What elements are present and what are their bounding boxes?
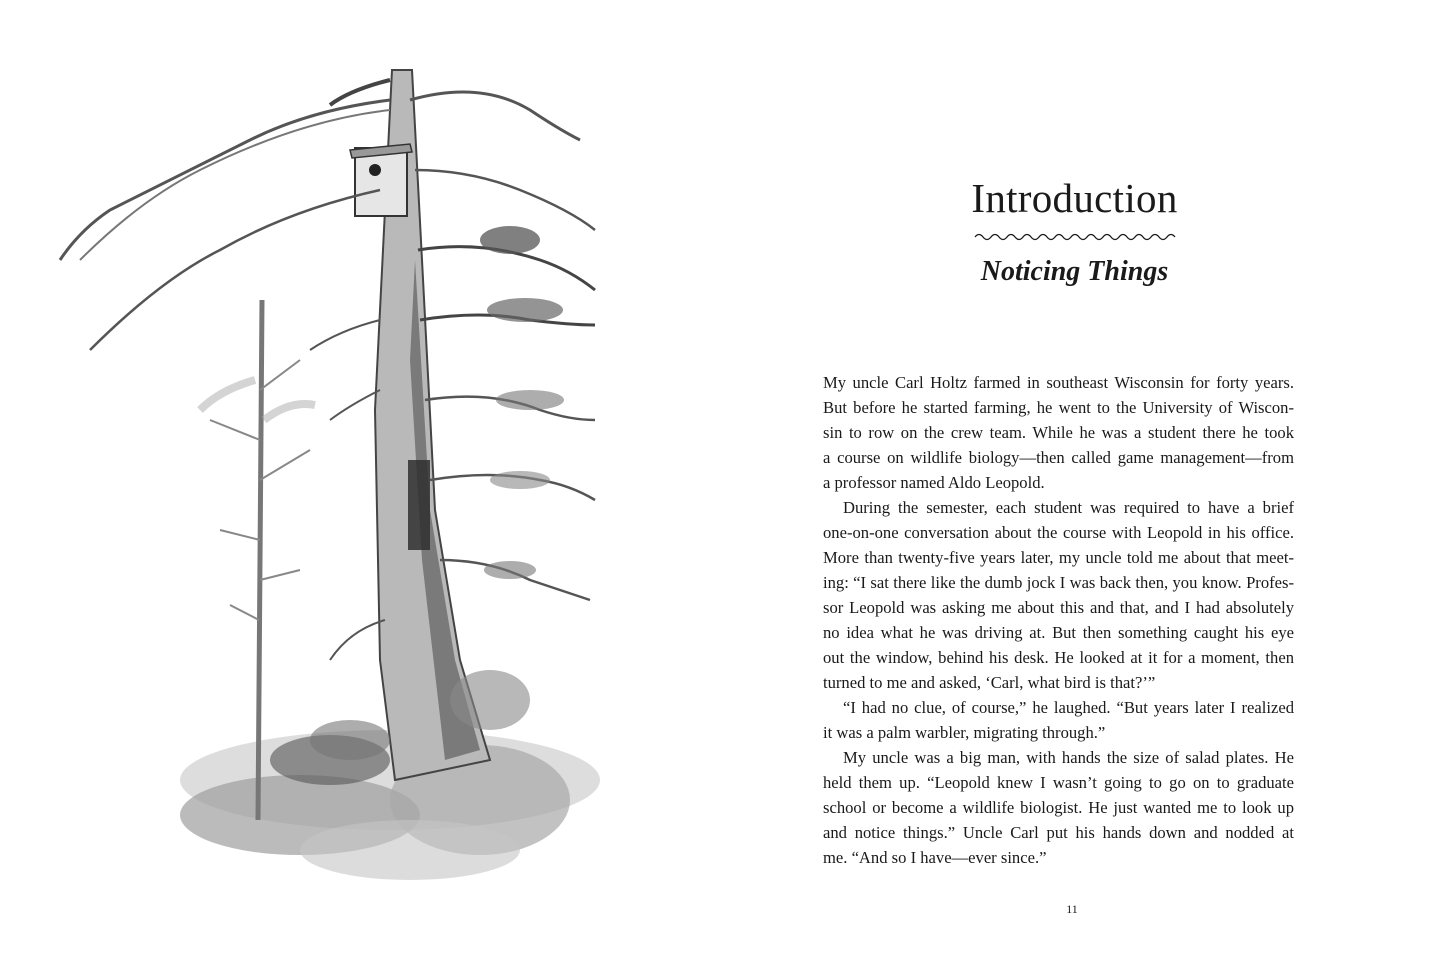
chapter-title: Introduction xyxy=(971,175,1178,221)
text-line: school or become a wildlife biologist. He just wanted me to look up xyxy=(823,798,1294,817)
text-line: ing: “I sat there like the dumb jock I was back then, you know. Profes- xyxy=(823,573,1294,592)
text-line: sin to row on the crew team. While he was a student there he took xyxy=(823,423,1294,442)
text-line: held them up. “Leopold knew I wasn’t going to go on to graduate xyxy=(823,773,1294,792)
page-number: 11 xyxy=(1066,902,1078,916)
text-line: and notice things.” Uncle Carl put his hands down and nodded at xyxy=(823,823,1294,842)
text-line: turned to me and asked, ‘Carl, what bird is that?’” xyxy=(823,673,1156,692)
text-line: out the window, behind his desk. He looked at it for a moment, then xyxy=(823,648,1294,667)
right-page xyxy=(722,0,1445,963)
text-line: “I had no clue, of course,” he laughed. “But years later I realized xyxy=(843,698,1294,717)
text-line: a professor named Aldo Leopold. xyxy=(823,473,1045,492)
text-line: During the semester, each student was required to have a brief xyxy=(843,498,1294,517)
text-line: it was a palm warbler, migrating through.” xyxy=(823,723,1106,742)
tree-illustration xyxy=(50,60,610,900)
left-page xyxy=(0,0,722,963)
wavy-divider-ornament xyxy=(973,230,1177,244)
text-line: My uncle Carl Holtz farmed in southeast Wisconsin for forty years. xyxy=(823,373,1294,392)
text-line: But before he started farming, he went to the University of Wiscon- xyxy=(823,398,1294,417)
chapter-subtitle: Noticing Things xyxy=(980,256,1169,287)
body-text xyxy=(823,370,1294,870)
text-line: no idea what he was driving at. But then something caught his eye xyxy=(823,623,1294,642)
text-line: sor Leopold was asking me about this and that, and I had absolutely xyxy=(823,598,1294,617)
text-line: a course on wildlife biology—then called game management—from xyxy=(823,448,1294,467)
text-line: one-on-one conversation about the course with Leopold in his office. xyxy=(823,523,1294,542)
text-line: My uncle was a big man, with hands the size of salad plates. He xyxy=(843,748,1294,767)
text-line: me. “And so I have—ever since.” xyxy=(823,848,1047,867)
text-line: More than twenty-five years later, my uncle told me about that meet- xyxy=(823,548,1294,567)
